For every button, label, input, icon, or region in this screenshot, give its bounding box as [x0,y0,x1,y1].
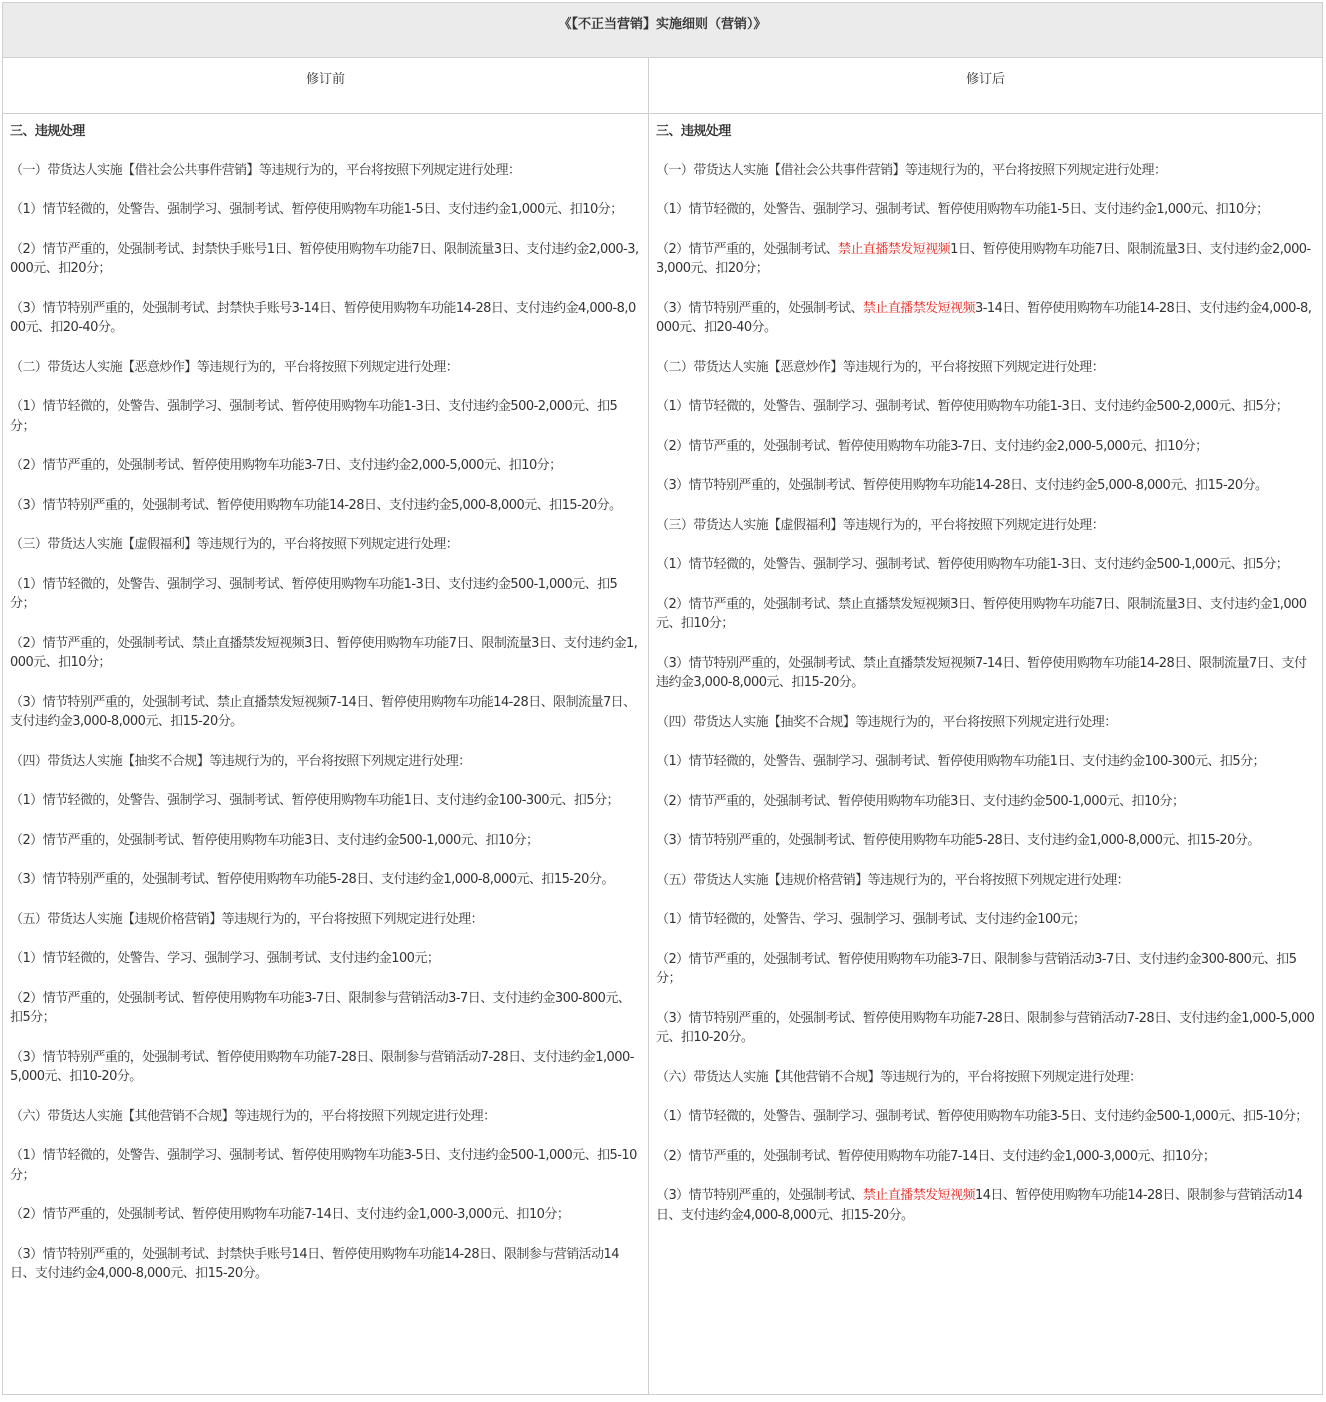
after-paragraph [656,240,1316,279]
before-paragraph: （2）情节严重的，处强制考试、暂停使用购物车功能3-7日、限制参与营销活动3-7日、支付违约金300-800元、扣5分； [10,990,631,1025]
after-paragraph: （1）情节轻微的，处警告、强制学习、强制考试、暂停使用购物车功能3-5日、支付违约金500-1,000元、扣5-10分； [656,1109,1308,1124]
content-row [3,114,1322,1394]
before-paragraph: （1）情节轻微的，处警告、强制学习、强制考试、暂停使用购物车功能1-3日、支付违约金500-1,000元、扣5分； [10,576,618,611]
before-paragraph: （3）情节特别严重的，处强制考试、封禁快手账号3-14日、暂停使用购物车功能14-28日、支付违约金4,000-8,000元、扣20-40分。 [10,300,636,335]
before-paragraph: （二）带货达人实施【恶意炒作】等违规行为的，平台将按照下列规定进行处理： [10,359,459,375]
after-paragraph: （1）情节轻微的，处警告、学习、强制学习、强制考试、支付违约金100元； [656,912,1086,927]
after-paragraph: （一）带货达人实施【借社会公共事件营销】等违规行为的，平台将按照下列规定进行处理： [656,162,1167,178]
after-paragraph: （3）情节特别严重的，处强制考试、禁止直播禁发短视频7-14日、暂停使用购物车功能14-28日、限制流量7日、支付违约金3,000-8,000元、扣15-20分。 [656,655,1307,690]
paragraph-text: （3）情节特别严重的，处强制考试、 [656,300,863,316]
before-paragraph: （3）情节特别严重的，处强制考试、禁止直播禁发短视频7-14日、暂停使用购物车功能14-28日、限制流量7日、支付违约金3,000-8,000元、扣15-20分。 [10,694,636,729]
paragraph-text: （2）情节严重的，处强制考试、 [656,241,839,257]
after-paragraph: （2）情节严重的，处强制考试、暂停使用购物车功能7-14日、支付违约金1,000-3,000元、扣10分； [656,1148,1216,1164]
after-paragraph: （2）情节严重的，处强制考试、暂停使用购物车功能3日、支付违约金500-1,000元、扣10分； [656,793,1185,809]
before-section-heading: 三、违规处理 [10,124,85,139]
after-paragraph: （3）情节特别严重的，处强制考试、暂停使用购物车功能5-28日、支付违约金1,000-8,000元、扣15-20分。 [656,833,1260,848]
paragraph-text: 3-14日、暂停使用购物车功能14-28日、支付违约金4,000-8,000元、扣20-40分。 [656,300,1312,335]
after-paragraph: （二）带货达人实施【恶意炒作】等违规行为的，平台将按照下列规定进行处理： [656,359,1105,375]
comparison-table [2,2,1323,1395]
after-paragraph: （2）情节严重的，处强制考试、禁止直播禁发短视频3日、暂停使用购物车功能7日、限制流量3日、支付违约金1,000元、扣10分； [656,596,1307,631]
after-column [649,114,1322,1394]
before-column [3,114,649,1394]
before-paragraph: （2）情节严重的，处强制考试、暂停使用购物车功能7-14日、支付违约金1,000-3,000元、扣10分； [10,1207,570,1222]
after-paragraph [656,1186,1316,1225]
before-paragraph: （3）情节特别严重的，处强制考试、封禁快手账号14日、暂停使用购物车功能14-28日、限制参与营销活动14日、支付违约金4,000-8,000元、扣15-20分。 [10,1246,619,1281]
before-paragraph: （3）情节特别严重的，处强制考试、暂停使用购物车功能14-28日、支付违约金5,000-8,000元、扣15-20分。 [10,497,622,513]
after-paragraph: （2）情节严重的，处强制考试、暂停使用购物车功能3-7日、限制参与营销活动3-7日、支付违约金300-800元、扣5分； [656,951,1297,986]
before-paragraph: （1）情节轻微的，处警告、学习、强制学习、强制考试、支付违约金100元； [10,951,440,966]
before-paragraph: （四）带货达人实施【抽奖不合规】等违规行为的，平台将按照下列规定进行处理： [10,753,471,769]
after-paragraph: （五）带货达人实施【违规价格营销】等违规行为的，平台将按照下列规定进行处理： [656,872,1130,888]
after-paragraph: （1）情节轻微的，处警告、强制学习、强制考试、暂停使用购物车功能1-3日、支付违约金500-1,000元、扣5分； [656,557,1289,572]
before-paragraph: （3）情节特别严重的，处强制考试、暂停使用购物车功能7-28日、限制参与营销活动7-28日、支付违约金1,000-5,000元、扣10-20分。 [10,1049,634,1084]
after-paragraph: （三）带货达人实施【虚假福利】等违规行为的，平台将按照下列规定进行处理： [656,517,1105,533]
after-paragraph: （1）情节轻微的，处警告、强制学习、强制考试、暂停使用购物车功能1日、支付违约金100-300元、扣5分； [656,754,1265,769]
column-header-after: 修订后 [965,72,1005,87]
paragraph-text: （3）情节特别严重的，处强制考试、 [656,1188,863,1203]
after-paragraph: （3）情节特别严重的，处强制考试、暂停使用购物车功能14-28日、支付违约金5,000-8,000元、扣15-20分。 [656,478,1268,493]
revision-highlight: 禁止直播禁发短视频 [838,241,951,257]
after-paragraph: （1）情节轻微的，处警告、强制学习、强制考试、暂停使用购物车功能1-3日、支付违约金500-2,000元、扣5分； [656,399,1289,414]
before-paragraph: （五）带货达人实施【违规价格营销】等违规行为的，平台将按照下列规定进行处理： [10,911,484,927]
before-paragraph: （1）情节轻微的，处警告、强制学习、强制考试、暂停使用购物车功能1-5日、支付违约金1,000元、扣10分； [10,202,623,217]
before-paragraph: （2）情节严重的，处强制考试、暂停使用购物车功能3-7日、支付违约金2,000-5,000元、扣10分； [10,458,562,473]
after-paragraph: （3）情节特别严重的，处强制考试、暂停使用购物车功能7-28日、限制参与营销活动7-28日、支付违约金1,000-5,000元、扣10-20分。 [656,1010,1315,1045]
after-section-heading: 三、违规处理 [656,124,731,139]
before-paragraph: （三）带货达人实施【虚假福利】等违规行为的，平台将按照下列规定进行处理： [10,537,459,552]
paragraph-text: 1日、暂停使用购物车功能7日、限制流量3日、支付违约金2,000-3,000元、扣20分； [656,241,1311,276]
after-paragraph [656,299,1316,338]
column-header-before: 修订前 [3,58,649,113]
revision-highlight: 禁止直播禁发短视频 [862,300,975,316]
before-paragraph: （一）带货达人实施【借社会公共事件营销】等违规行为的，平台将按照下列规定进行处理： [10,162,521,178]
column-header-row [3,58,1322,114]
revision-highlight: 禁止直播禁发短视频 [862,1188,975,1203]
before-paragraph: （六）带货达人实施【其他营销不合规】等违规行为的，平台将按照下列规定进行处理： [10,1108,496,1124]
after-paragraph: （2）情节严重的，处强制考试、暂停使用购物车功能3-7日、支付违约金2,000-5,000元、扣10分； [656,438,1208,454]
after-paragraph: （1）情节轻微的，处警告、强制学习、强制考试、暂停使用购物车功能1-5日、支付违约金1,000元、扣10分； [656,202,1269,217]
after-paragraph: （四）带货达人实施【抽奖不合规】等违规行为的，平台将按照下列规定进行处理： [656,714,1117,730]
before-paragraph: （3）情节特别严重的，处强制考试、暂停使用购物车功能5-28日、支付违约金1,000-8,000元、扣15-20分。 [10,872,614,887]
before-paragraph: （2）情节严重的，处强制考试、禁止直播禁发短视频3日、暂停使用购物车功能7日、限制流量3日、支付违约金1,000元、扣10分； [10,635,638,670]
before-paragraph: （1）情节轻微的，处警告、强制学习、强制考试、暂停使用购物车功能3-5日、支付违约金500-1,000元、扣5-10分； [10,1148,637,1183]
before-paragraph: （2）情节严重的，处强制考试、暂停使用购物车功能3日、支付违约金500-1,000元、扣10分； [10,832,539,848]
before-paragraph: （2）情节严重的，处强制考试、封禁快手账号1日、暂停使用购物车功能7日、限制流量3日、支付违约金2,000-3,000元、扣20分； [10,241,639,276]
paragraph-text: 14日、暂停使用购物车功能14-28日、限制参与营销活动14日、支付违约金4,000-8,000元、扣15-20分。 [656,1188,1303,1223]
table-title: 《【不正当营销】实施细则（营销）》 [3,3,1322,58]
before-paragraph: （1）情节轻微的，处警告、强制学习、强制考试、暂停使用购物车功能1-3日、支付违约金500-2,000元、扣5分； [10,399,618,434]
before-paragraph: （1）情节轻微的，处警告、强制学习、强制考试、暂停使用购物车功能1日、支付违约金100-300元、扣5分； [10,793,619,808]
after-paragraph: （六）带货达人实施【其他营销不合规】等违规行为的，平台将按照下列规定进行处理： [656,1069,1142,1085]
